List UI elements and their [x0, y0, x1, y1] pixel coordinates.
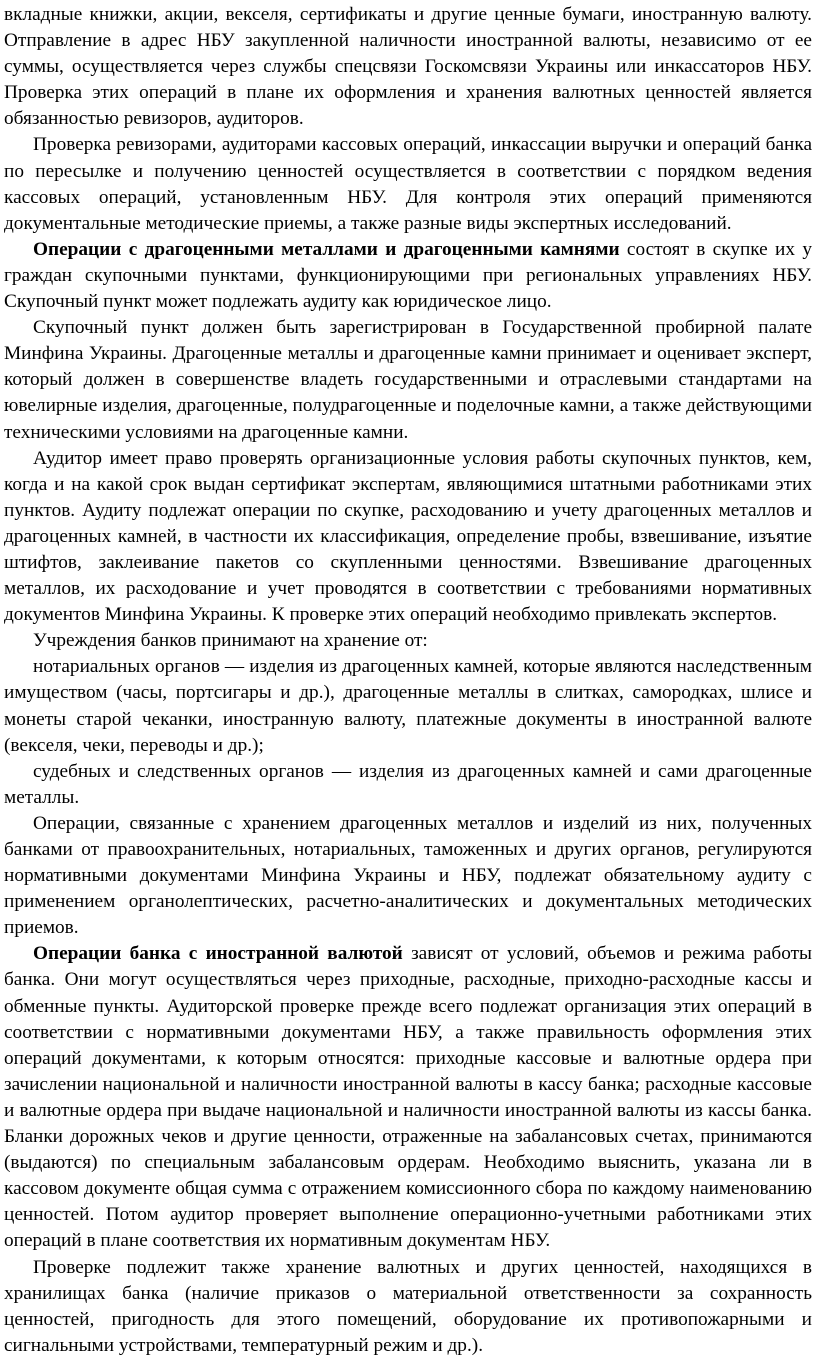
paragraph-text: Скупочный пункт должен быть зарегистрирован в Государственной пробирной палате Минфина Украины. Драгоценные металлы и драгоценные камни принимает и оценивает эксперт, который должен в совершенстве владеть государственными и отраслевыми стандартами на ювелирные изделия, драгоценные, полудрагоценные и поделочные камни, а также действующими техническими условиями на драгоценные камни. — [4, 317, 812, 443]
paragraph-text: Операции, связанные с хранением драгоценных металлов и изделий из них, полученных банками от правоохранительных, нотариальных, таможенных и других органов, регулируются нормативными документами Минфина Украины и НБУ, подлежат обязательному аудиту с применением органолептических, расчетно-аналитических и документальных методических приемов. — [4, 812, 812, 939]
paragraph-lead-bold: Операции с драгоценными металлами и драгоценными камнями — [33, 238, 620, 260]
paragraph-2 — [4, 132, 812, 236]
paragraph-6 — [4, 628, 812, 654]
paragraph-10 — [4, 941, 812, 1254]
paragraph-9 — [4, 811, 812, 941]
paragraph-text: Учреждения банков принимают на хранение от: — [33, 630, 428, 652]
paragraph-lead-bold: Операции банка с иностранной валютой — [33, 943, 403, 965]
paragraph-4 — [4, 315, 812, 445]
paragraph-3 — [4, 237, 812, 315]
paragraph-1 — [4, 2, 812, 132]
paragraph-11 — [4, 1255, 812, 1359]
paragraph-5 — [4, 446, 812, 629]
paragraph-text: вкладные книжки, акции, векселя, сертификаты и другие ценные бумаги, иностранную валюту. Отправление в адрес НБУ закупленной наличности иностранной валюты, независимо от ее суммы, осуществляется через службы спецсвязи Госкомсвязи Украины или инкассаторов НБУ. Проверка этих операций в плане их оформления и хранения валютных ценностей является обязанностью ревизоров, аудиторов. — [4, 4, 812, 130]
paragraph-text: зависят от условий, объемов и режима работы банка. Они могут осуществляться через приходные, расходные, приходно-расходные кассы и обменные пункты. Аудиторской проверке прежде всего подлежат организация этих операций в соответствии с нормативными документами НБУ, а также правильность оформления этих операций документами, к которым относятся: приходные кассовые и валютные ордера при зачислении национальной и наличности иностранной валюты в кассу банка; расходные кассовые и валютные ордера при выдаче национальной и наличности иностранной валюты из кассы банка. Бланки дорожных чеков и другие ценности, отраженные на забалансовых счетах, принимаются (выдаются) по специальным забалансовым ордерам. Необходимо выяснить, указана ли в кассовом документе общая сумма с отражением комиссионного сбора по каждому наименованию ценностей. Потом аудитор проверяет выполнение операционно-учетными работниками этих операций в плане соответствия их нормативным документам НБУ. — [4, 943, 812, 1252]
paragraph-8 — [4, 759, 812, 811]
paragraph-text: Проверке подлежит также хранение валютных и других ценностей, находящихся в хранилищах банка (наличие приказов о материальной ответственности за сохранность ценностей, пригодность для этого помещений, оборудование их противопожарными и сигнальными устройствами, температурный режим и др.). — [4, 1256, 812, 1356]
paragraph-text: состоят в скупке их у граждан скупочными пунктами, функционирующими при региональных управлениях НБУ. Скупочный пункт может подлежать аудиту как юридическое лицо. — [4, 238, 812, 313]
paragraph-7 — [4, 654, 812, 758]
paragraph-text: Проверка ревизорами, аудиторами кассовых операций, инкассации выручки и операций банка по пересылке и получению ценностей осуществляется в соответствии с порядком ведения кассовых операций, установленным НБУ. Для контроля этих операций применяются документальные методические приемы, а также разные виды экспертных исследований. — [4, 134, 812, 234]
paragraph-text: судебных и следственных органов — изделия из драгоценных камней и сами драгоценные металлы. — [4, 760, 812, 808]
paragraph-text: Аудитор имеет право проверять организационные условия работы скупочных пунктов, кем, когда и на какой срок выдан сертификат экспертам, являющимися штатными работниками этих пунктов. Аудиту подлежат операции по скупке, расходованию и учету драгоценных металлов и драгоценных камней, в частности их классификация, определение пробы, взвешивание, изъятие штифтов, заклеивание пакетов со скупленными ценностями. Взвешивание драгоценных металлов, их расходование и учет проводятся в соответствии с требованиями нормативных документов Минфина Украины. К проверке этих операций необходимо привлекать экспертов. — [4, 447, 812, 626]
paragraph-text: нотариальных органов — изделия из драгоценных камней, которые являются наследственным имуществом (часы, портсигары и др.), драгоценные металлы в слитках, самородках, шлисе и монеты старой чеканки, иностранную валюту, платежные документы в иностранной валюте (векселя, чеки, переводы и др.); — [4, 656, 812, 756]
